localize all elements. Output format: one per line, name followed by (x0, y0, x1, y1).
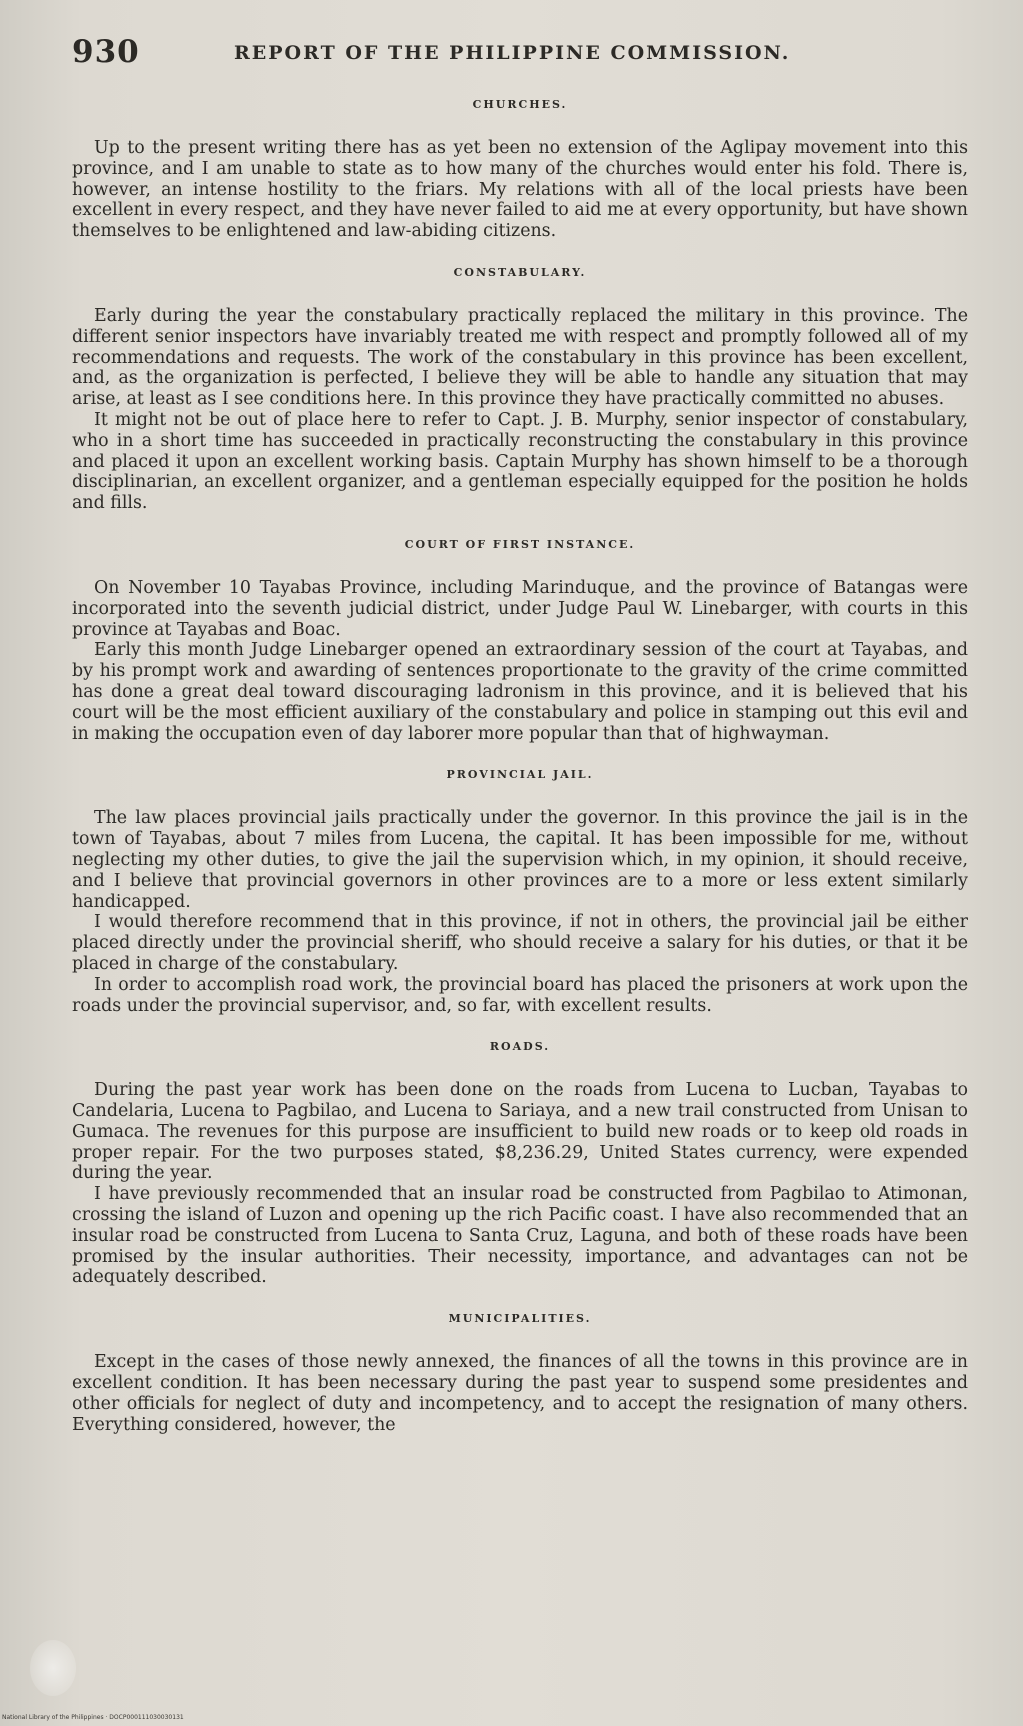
section-heading: CONSTABULARY. (453, 265, 587, 279)
section-heading: CHURCHES. (472, 98, 568, 111)
body-paragraph: Up to the present writing there has as yet been no extension of the Aglipay movement into this province, and I am unable to state as to how many of the churches would enter his fold. There is, however, an intense hostility to the friars. My relations with all of the local priests have been excellent in every respect, and they have never failed to aid me at every opportunity, but have shown themselves to be enlightened and law-abiding citizens. (72, 138, 968, 242)
body-paragraph: During the past year work has been done on the roads from Lucena to Lucban, Tayabas to Candelaria, Lucena to Pagbilao, and Lucena to Sariaya, and a new trail constructed from Unisan to Gumaca. The revenues for this purpose are insufficient to build new roads or to keep old roads in proper repair. For the two purposes stated, $8,236.29, United States currency, were expended during the year. (72, 1080, 968, 1184)
body-paragraph: The law places provincial jails practically under the governor. In this province the jail is in the town of Tayabas, about 7 miles from Lucena, the capital. It has been impossible for me, without neglecting my other duties, to give the jail the supervision which, in my opinion, it should receive, and I believe that provincial governors in other provinces are to a more or less extent similarly handicapped. (72, 808, 968, 912)
body-paragraph: Early during the year the constabulary practically replaced the military in this province. The different senior inspectors have invariably treated me with respect and promptly followed all of my recommendations and requests. The work of the constabulary in this province has been excellent, and, as the organization is perfected, I believe they will be able to handle any situation that may arise, at least as I see conditions here. In this province they have practically committed no abuses. (72, 305, 968, 410)
page-number: 930 (72, 34, 140, 70)
body-paragraph: On November 10 Tayabas Province, including Marinduque, and the province of Batangas were incorporated into the seventh judicial district, under Judge Paul W. Linebarger, with courts in this province at Tayabas and Boac. (72, 577, 968, 640)
section-court-of-first-instance (72, 532, 968, 744)
body-paragraph: I would therefore recommend that in this province, if not in others, the provincial jail be either placed directly under the provincial sheriff, who should receive a salary for his duties, or that it be placed in charge of the constabulary. (72, 912, 968, 974)
section-heading: COURT OF FIRST INSTANCE. (404, 537, 636, 551)
paper-stain (30, 1640, 76, 1696)
scan-credit: National Library of the Philippines · DOCP000111030030131 (2, 1714, 184, 1721)
section-churches (72, 92, 968, 242)
running-title: REPORT OF THE PHILIPPINE COMMISSION. (234, 42, 791, 64)
body-paragraph: Except in the cases of those newly annexed, the finances of all the towns in this province are in excellent condition. It has been necessary during the past year to suspend some presidentes and other officials for neglect of duty and incompetency, and to accept the resignation of many others. Everything considered, however, the (72, 1352, 968, 1435)
section-provincial-jail (72, 762, 968, 1016)
body-paragraph: In order to accomplish road work, the provincial board has placed the prisoners at work upon the roads under the provincial supervisor, and, so far, with excellent results. (72, 974, 968, 1016)
section-heading: ROADS. (489, 1040, 551, 1054)
section-roads (72, 1034, 968, 1288)
page-header (72, 34, 972, 78)
body-paragraph: Early this month Judge Linebarger opened an extraordinary session of the court at Tayabas, and by his prompt work and awarding of sentences proportionate to the gravity of the crime committed has done a great deal toward discouraging ladronism in this province, and it is believed that his court will be the most efficient auxiliary of the constabulary and police in stamping out this evil and in making the occupation even of day laborer more popular than that of highwayman. (72, 640, 968, 744)
section-heading: PROVINCIAL JAIL. (446, 768, 594, 782)
section-constabulary (72, 260, 968, 514)
section-heading: MUNICIPALITIES. (448, 1312, 592, 1326)
body-paragraph: It might not be out of place here to refer to Capt. J. B. Murphy, senior inspector of constabulary, who in a short time has succeeded in practically reconstructing the constabulary in this province and placed it upon an excellent working basis. Captain Murphy has shown himself to be a thorough disciplinarian, an excellent organizer, and a gentleman especially equipped for the position he holds and fills. (72, 409, 968, 514)
section-municipalities (72, 1306, 968, 1435)
page-body (72, 92, 968, 1652)
body-paragraph: I have previously recommended that an insular road be constructed from Pagbilao to Atimonan, crossing the island of Luzon and opening up the rich Pacific coast. I have also recommended that an insular road be constructed from Lucena to Santa Cruz, Laguna, and both of these roads have been promised by the insular authorities. Their necessity, importance, and advantages can not be adequately described. (72, 1184, 968, 1288)
